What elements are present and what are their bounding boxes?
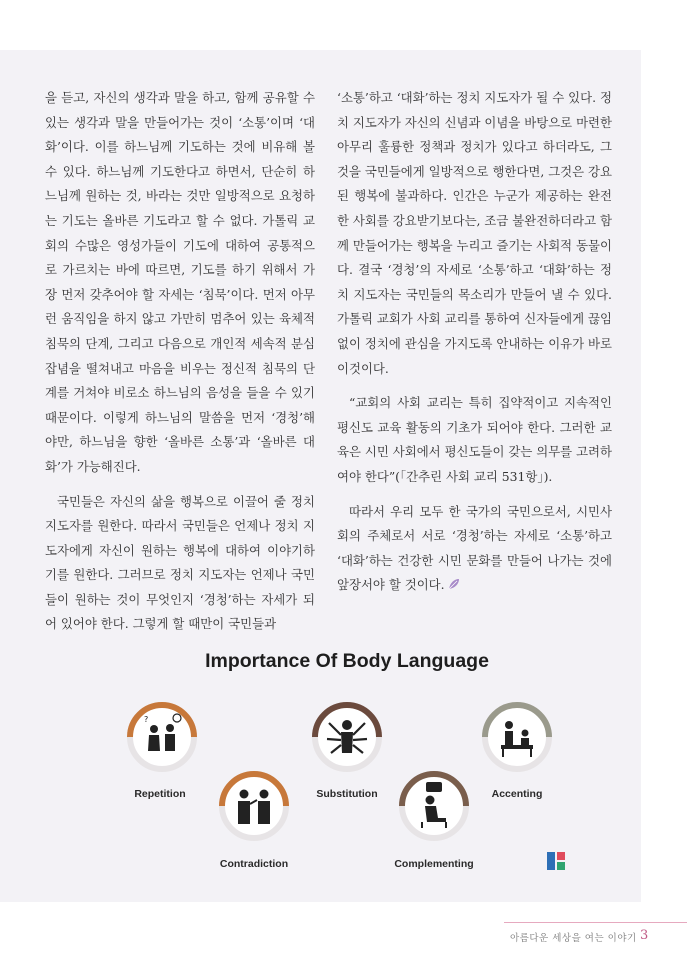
right-paragraph-1: ‘소통’하고 ‘대화’하는 정치 지도자가 될 수 있다. 정치 지도자가 자신의 신념과 이념을 바탕으로 마련한 아무리 훌륭한 정책과 정치가 있다고 하더라도, 그것을 국민들에게 일방적으로 행한다면, 그것은 강요된 행복에 불과하다. 인간은 누군가 제공하는 완전한 사회를 강요받기보다는, 조금 불완전하더라고 함께 만들어가는 행복을 누리고 즐기는 사회적 동물이다. 결국 ‘경청’의 자세로 ‘소통’하고 ‘대화’하는 정치 지도자는 국민들의 목소리가 만들어 낼 수 있다. 가톨릭 교회가 사회 교리를 통하여 신자들에게 끊임없이 정치에 관심을 가지도록 안내하는 이유가 바로 이것이다. (337, 90, 612, 376)
right-paragraph-3 (337, 500, 612, 598)
contradiction-ring-icon (212, 764, 296, 848)
label-accenting: Accenting (491, 788, 543, 800)
label-contradiction: Contradiction (219, 858, 289, 870)
repetition-ring-icon (120, 695, 204, 779)
figure-title: Importance Of Body Language (205, 650, 489, 672)
left-column (45, 86, 315, 647)
page-number: 3 (640, 928, 649, 943)
right-paragraph-2: “교회의 사회 교리는 특히 집약적이고 지속적인 평신도 교육 활동의 기초가 되어야 한다. 그러한 교육은 시민 사회에서 평신도들이 갖는 의무를 고려하여야 한다”(「간추린 사회 교리 531항」). (337, 395, 612, 484)
footer-divider (504, 922, 687, 923)
node-complementing (392, 764, 476, 848)
substitution-ring-icon (305, 695, 389, 779)
right-column (337, 86, 612, 608)
node-repetition (120, 695, 204, 779)
body-language-figure (102, 640, 592, 880)
complementing-ring-icon (392, 764, 476, 848)
closing-sentence: 따라서 우리 모두 한 국가의 국민으로서, 시민사회의 주체로서 서로 ‘경청’하는 자세로 ‘소통’하고 ‘대화’하는 건강한 시민 문화를 만들어 나가는 것에 앞장서야 할 것이다. (337, 503, 612, 593)
node-accenting (475, 695, 559, 779)
label-repetition: Repetition (134, 788, 186, 800)
accenting-ring-icon (475, 695, 559, 779)
svg-text:?: ? (144, 715, 149, 724)
label-substitution: Substitution (316, 788, 378, 800)
leaf-end-mark-icon (447, 577, 461, 591)
node-substitution (305, 695, 389, 779)
label-complementing: Complementing (394, 858, 474, 870)
node-contradiction (212, 764, 296, 848)
left-paragraph-2: 국민들은 자신의 삶을 행복으로 이끌어 줄 정치 지도자를 원한다. 따라서 국민들은 언제나 정치 지도자에게 자신이 원하는 행복에 대하여 이야기하기를 원한다. 그러므로 정치 지도자는 언제나 국민들이 원하는 것이 무엇인지 ‘경청’하는 자세가 되어 있어야 한다. 그렇게 할 때만이 국민들과 (45, 493, 315, 632)
left-paragraph-1: 을 듣고, 자신의 생각과 말을 하고, 함께 공유할 수 있는 생각과 말을 만들어가는 것이 ‘소통’이며 ‘대화’이다. 이를 하느님께 기도하는 것에 비유해 볼 수 있다. 하느님께 기도한다고 하면서, 단순히 하느님께 원하는 것, 바라는 것만 일방적으로 요청하는 기도는 올바른 기도라고 할 수 없다. 가톨릭 교회의 수많은 영성가들이 기도에 대하여 공통적으로 가르치는 바에 따르면, 기도를 하기 위해서 가장 먼저 갖추어야 할 자세는 ‘침묵’이다. 먼저 아무런 움직임을 하지 않고 가만히 멈추어 있는 육체적 침묵의 단계, 그리고 다음으로 개인적 세속적 분심 잡념을 떨쳐내고 마음을 비우는 정신적 침묵의 단계를 거쳐야 비로소 하느님의 음성을 들을 수 있기 때문이다. 이렇게 하느님의 말씀을 먼저 ‘경청’해야만, 하느님을 향한 ‘올바른 소통’과 ‘올바른 대화’가 가능해진다. (45, 90, 315, 474)
logo-icon (546, 851, 566, 871)
magazine-name: 아름다운 세상을 여는 이야기 (510, 933, 637, 944)
